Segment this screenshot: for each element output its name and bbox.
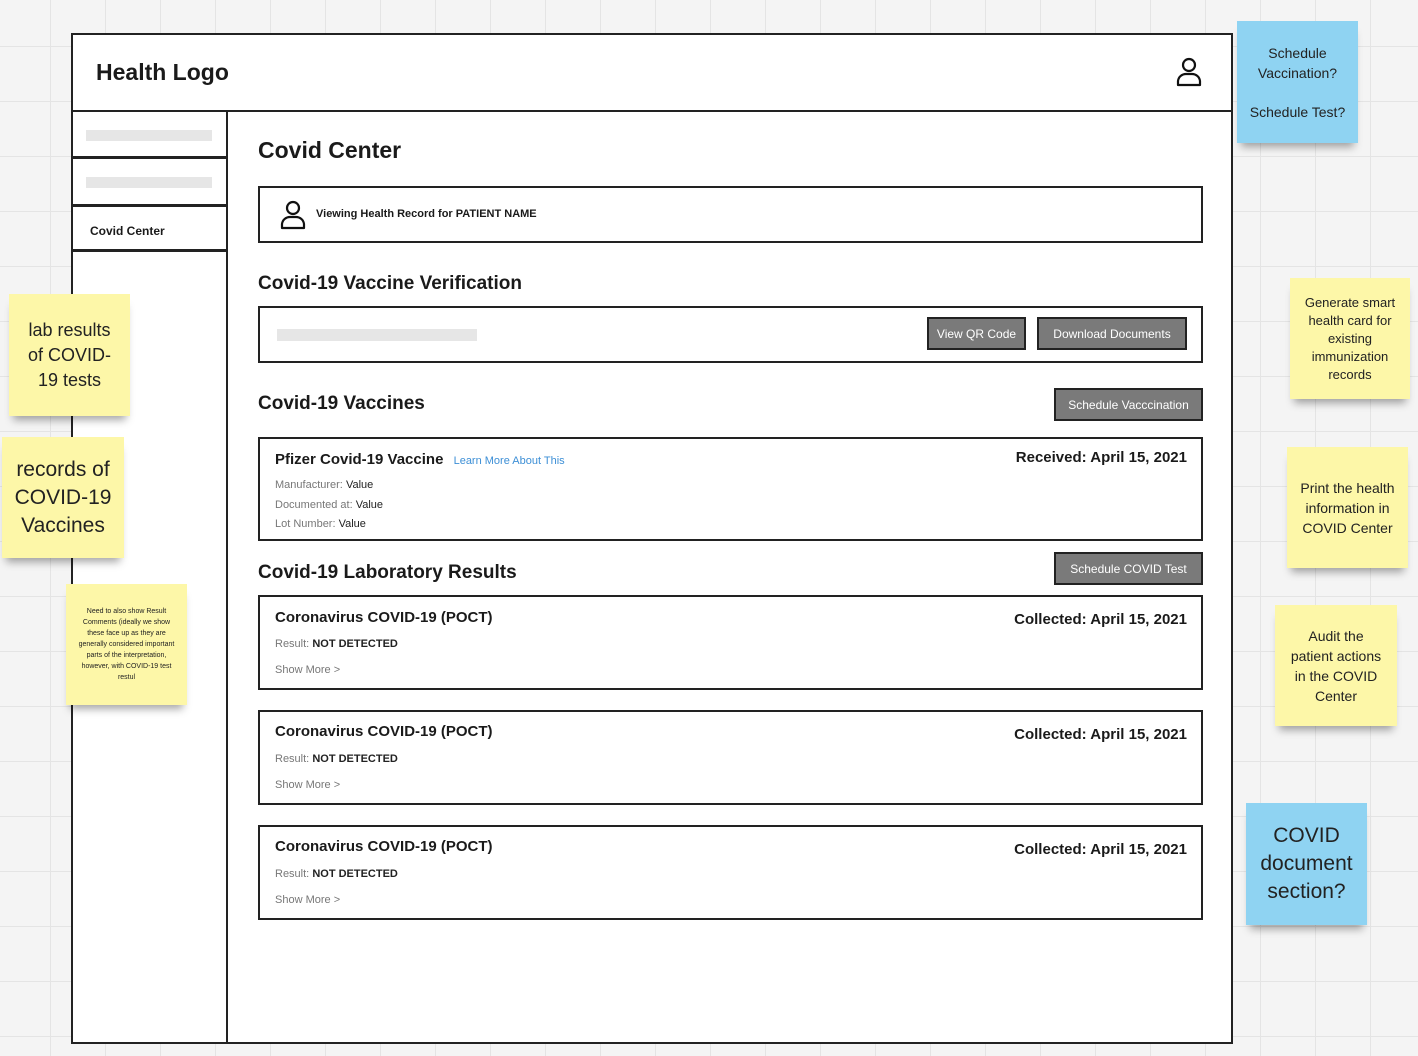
lab-result: Result: NOT DETECTED: [275, 638, 398, 650]
sidebar-item-1[interactable]: [73, 112, 226, 159]
wireframe-frame: [71, 33, 1233, 1044]
vaccine-documented-at: Documented at: Value: [275, 499, 384, 511]
sticky-note-lab-results: [9, 294, 130, 416]
lab-test-name: Coronavirus COVID-19 (POCT): [275, 723, 493, 740]
show-more-link[interactable]: Show More >: [275, 664, 341, 676]
sticky-note-text: Schedule Test?: [1249, 103, 1346, 120]
health-logo[interactable]: Health Logo: [96, 59, 229, 85]
learn-more-link[interactable]: Learn More About This: [453, 455, 565, 467]
lab-collected-date: Collected: April 15, 2021: [1014, 611, 1187, 628]
lab-result-card: [258, 595, 1203, 690]
app-header: [73, 35, 1231, 112]
sticky-note-text: Print the health information in COVID Center: [1300, 479, 1395, 536]
patient-banner-text: Viewing Health Record for PATIENT NAME: [316, 208, 537, 220]
sticky-note-text: Schedule Vaccination?: [1257, 44, 1338, 81]
vaccine-name: Pfizer Covid-19 Vaccine Learn More About This: [275, 451, 565, 468]
vaccine-verification-box: [258, 306, 1203, 363]
lab-collected-date: Collected: April 15, 2021: [1014, 726, 1187, 743]
sticky-note-vaccine-records: [2, 437, 124, 558]
schedule-vaccination-button[interactable]: Schedule Vacccination: [1054, 388, 1203, 421]
sticky-note-print: [1287, 447, 1408, 568]
sticky-note-result-comments: [66, 584, 187, 705]
download-documents-button[interactable]: Download Documents: [1037, 317, 1187, 350]
sticky-note-document-section: [1246, 803, 1367, 925]
vaccine-verification-title: Covid-19 Vaccine Verification: [258, 273, 522, 294]
verification-placeholder: [277, 329, 477, 341]
user-icon: [280, 200, 306, 230]
vaccines-title: Covid-19 Vaccines: [258, 393, 425, 414]
lab-test-name: Coronavirus COVID-19 (POCT): [275, 838, 493, 855]
sticky-note-text: Generate smart health card for existing immunization records: [1304, 294, 1396, 382]
show-more-link[interactable]: Show More >: [275, 779, 341, 791]
lab-test-name: Coronavirus COVID-19 (POCT): [275, 609, 493, 626]
lab-result: Result: NOT DETECTED: [275, 753, 398, 765]
sidebar-item-placeholder: [86, 130, 212, 141]
vaccine-lot-number: Lot Number: Value: [275, 518, 366, 530]
lab-results-title: Covid-19 Laboratory Results: [258, 562, 517, 583]
main-content: [230, 112, 1231, 1042]
patient-banner: [258, 186, 1203, 243]
vaccine-manufacturer: Manufacturer: Value: [275, 479, 374, 491]
lab-result: Result: NOT DETECTED: [275, 868, 398, 880]
sticky-note-text: records of COVID-19 Vaccines: [14, 457, 112, 537]
sidebar-item-covid-center[interactable]: [73, 207, 226, 252]
sticky-note-text: COVID document section?: [1260, 824, 1353, 903]
lab-result-card: [258, 710, 1203, 805]
show-more-link[interactable]: Show More >: [275, 894, 341, 906]
view-qr-code-button[interactable]: View QR Code: [927, 317, 1026, 350]
user-icon[interactable]: [1176, 57, 1202, 87]
sidebar-item-placeholder: [86, 177, 212, 188]
lab-result-card: [258, 825, 1203, 920]
sticky-note-schedule: [1237, 21, 1358, 143]
schedule-covid-test-button[interactable]: Schedule COVID Test: [1054, 552, 1203, 585]
sidebar-item-label: Covid Center: [90, 224, 165, 238]
sticky-note-text: Need to also show Result Comments (ideally we show these face up as they are generally considered important parts of the interpretation, however, with COVID-19 test restul: [78, 608, 175, 681]
sidebar: [73, 112, 228, 1042]
sticky-note-text: lab results of COVID-19 tests: [27, 319, 111, 390]
page-title: Covid Center: [258, 137, 402, 163]
sticky-note-smart-card: [1290, 278, 1410, 399]
lab-collected-date: Collected: April 15, 2021: [1014, 841, 1187, 858]
sticky-note-text: Audit the patient actions in the COVID Center: [1290, 627, 1382, 704]
sidebar-item-2[interactable]: [73, 159, 226, 207]
vaccine-received-date: Received: April 15, 2021: [1015, 449, 1187, 466]
vaccine-card: [258, 437, 1203, 541]
sticky-note-audit: [1275, 605, 1397, 726]
